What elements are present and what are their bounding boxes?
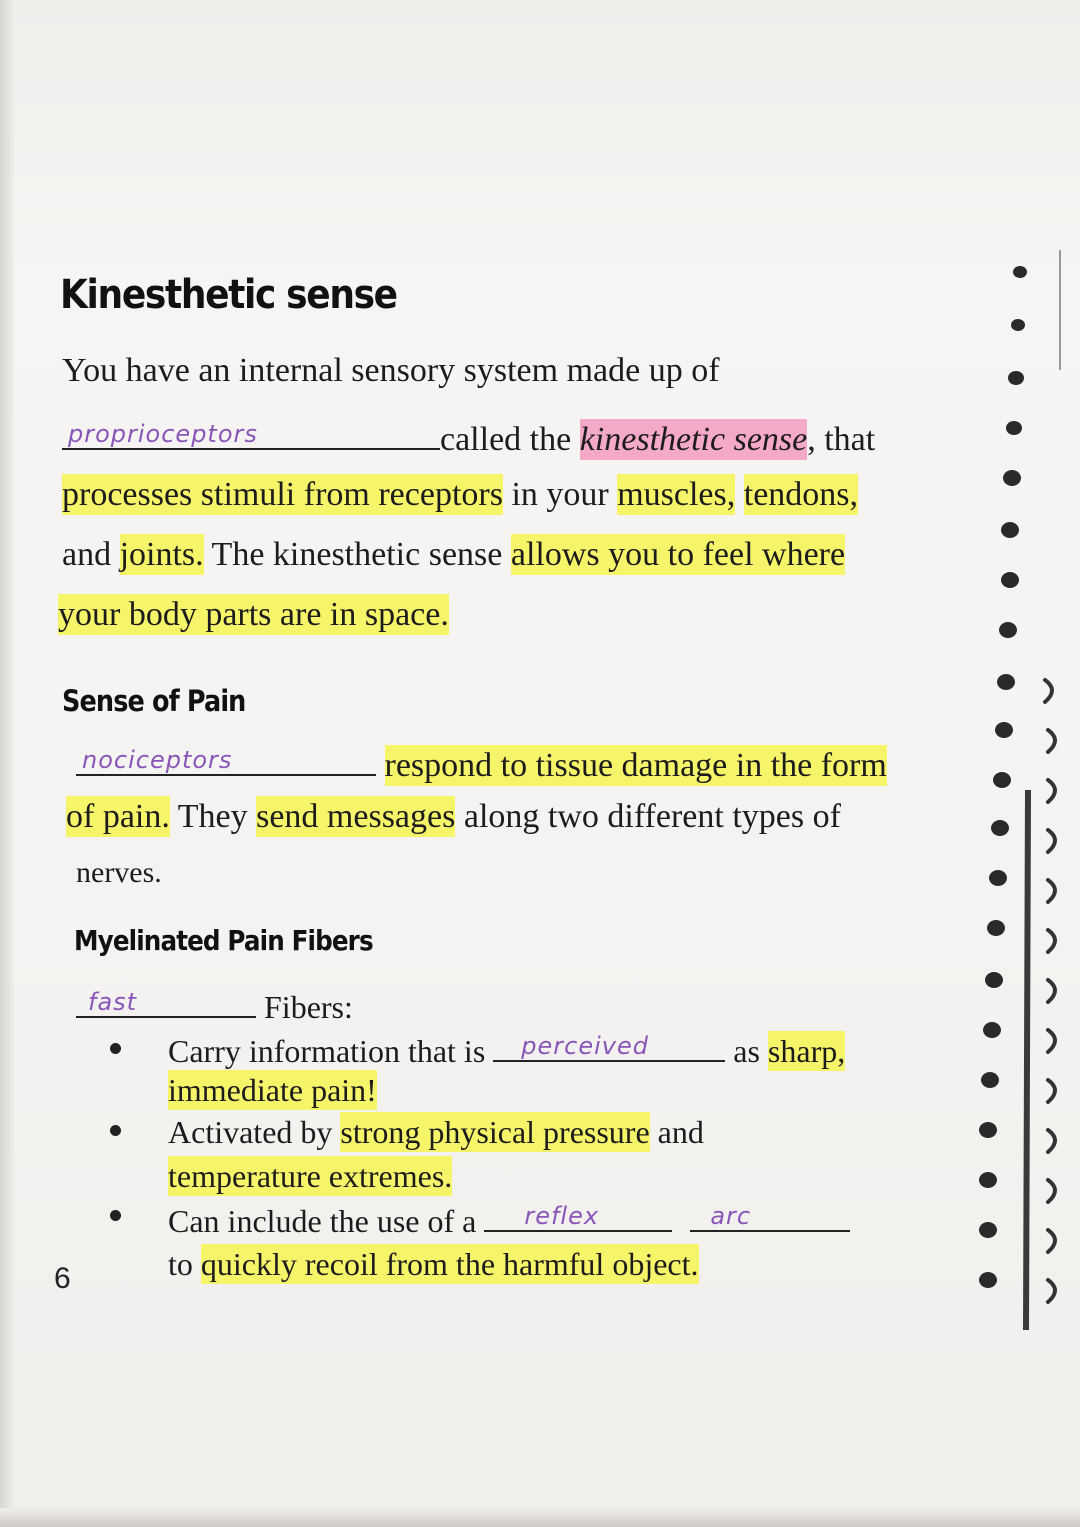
proprioceptors-answer: proprioceptors	[68, 420, 258, 448]
fibers-line	[76, 986, 353, 1026]
kinesthetic-line-5	[58, 596, 449, 634]
pain-line-2	[66, 798, 841, 836]
perceived-blank	[493, 1030, 725, 1062]
bullet-1-as: as	[733, 1033, 768, 1069]
highlight-strong-pressure: strong physical pressure	[340, 1114, 650, 1150]
page-number: 6	[54, 1262, 71, 1295]
proprioceptors-blank	[62, 414, 440, 450]
bullet-3	[110, 1210, 121, 1221]
kinesthetic-line-4-start: and	[62, 536, 120, 573]
highlight-allows-you-to-feel: allows you to feel where	[510, 536, 846, 573]
highlight-processes-stimuli: processes stimuli from receptors	[62, 476, 503, 513]
highlight-of-pain: of pain.	[66, 798, 170, 835]
kinesthetic-line-3-text: in your	[502, 476, 618, 513]
kinesthetic-line-4	[62, 536, 845, 574]
reflex-answer: reflex	[524, 1202, 600, 1230]
kinesthetic-line-2-text: called the	[440, 421, 580, 458]
highlight-muscles: muscles,	[617, 476, 736, 513]
highlight-body-parts-space: your body parts are in space.	[58, 596, 449, 633]
bullet-1	[110, 1043, 121, 1054]
bullet-1-line-2	[168, 1072, 377, 1109]
pain-line-2-text: along two different types of	[455, 798, 841, 835]
bullet-2-line-2	[168, 1158, 452, 1195]
highlight-quickly-recoil: quickly recoil from the harmful object.	[200, 1246, 699, 1282]
fast-blank	[76, 986, 256, 1018]
pain-line-3: nerves.	[76, 856, 162, 889]
highlight-joints: joints.	[119, 536, 204, 573]
kinesthetic-line-3-space	[735, 476, 744, 513]
arc-blank	[690, 1200, 850, 1232]
bullet-3-line-1	[168, 1200, 850, 1240]
pain-line-2-they: They	[169, 798, 257, 835]
bullet-1-line-1	[168, 1030, 845, 1070]
page-left-edge	[0, 0, 14, 1527]
bullet-2-and: and	[649, 1114, 704, 1150]
arc-answer: arc	[710, 1202, 752, 1230]
bullet-2-text: Activated by	[168, 1114, 341, 1150]
kinesthetic-line-2-end: , that	[807, 421, 876, 458]
highlight-temperature-extremes: temperature extremes.	[168, 1158, 453, 1194]
nociceptors-answer: nociceptors	[82, 746, 233, 774]
highlight-immediate-pain: immediate pain!	[168, 1072, 377, 1108]
kinesthetic-line-4-text: The kinesthetic sense	[203, 536, 511, 573]
spiral-binding	[950, 250, 1080, 1330]
nociceptors-blank	[76, 740, 376, 776]
highlight-tendons: tendons,	[743, 476, 859, 513]
reflex-blank	[484, 1200, 672, 1232]
kinesthetic-heading: Kinesthetic sense	[60, 272, 397, 318]
highlight-send-messages: send messages	[256, 798, 456, 835]
myelinated-heading: Myelinated Pain Fibers	[74, 924, 373, 957]
bullet-3-line-2	[168, 1246, 699, 1283]
bullet-2	[110, 1125, 121, 1136]
kinesthetic-line-2	[62, 414, 875, 459]
fast-answer: fast	[88, 988, 138, 1016]
page-bottom-edge	[0, 1508, 1080, 1527]
highlight-respond-tissue-damage: respond to tissue damage in the form	[384, 747, 887, 784]
bullet-1-text: Carry information that is	[168, 1033, 486, 1069]
pain-line-1	[76, 740, 887, 785]
bullet-2-line-1	[168, 1114, 704, 1151]
kinesthetic-sense-term: kinesthetic sense	[579, 421, 808, 458]
highlight-sharp: sharp,	[767, 1033, 846, 1069]
perceived-answer: perceived	[521, 1032, 649, 1060]
bullet-3-to: to	[168, 1246, 201, 1282]
fibers-label: Fibers:	[264, 989, 353, 1025]
kinesthetic-line-1: You have an internal sensory system made up of	[62, 352, 720, 389]
pain-heading: Sense of Pain	[62, 684, 246, 718]
bullet-3-text: Can include the use of a	[168, 1203, 477, 1239]
kinesthetic-line-3	[62, 476, 858, 514]
